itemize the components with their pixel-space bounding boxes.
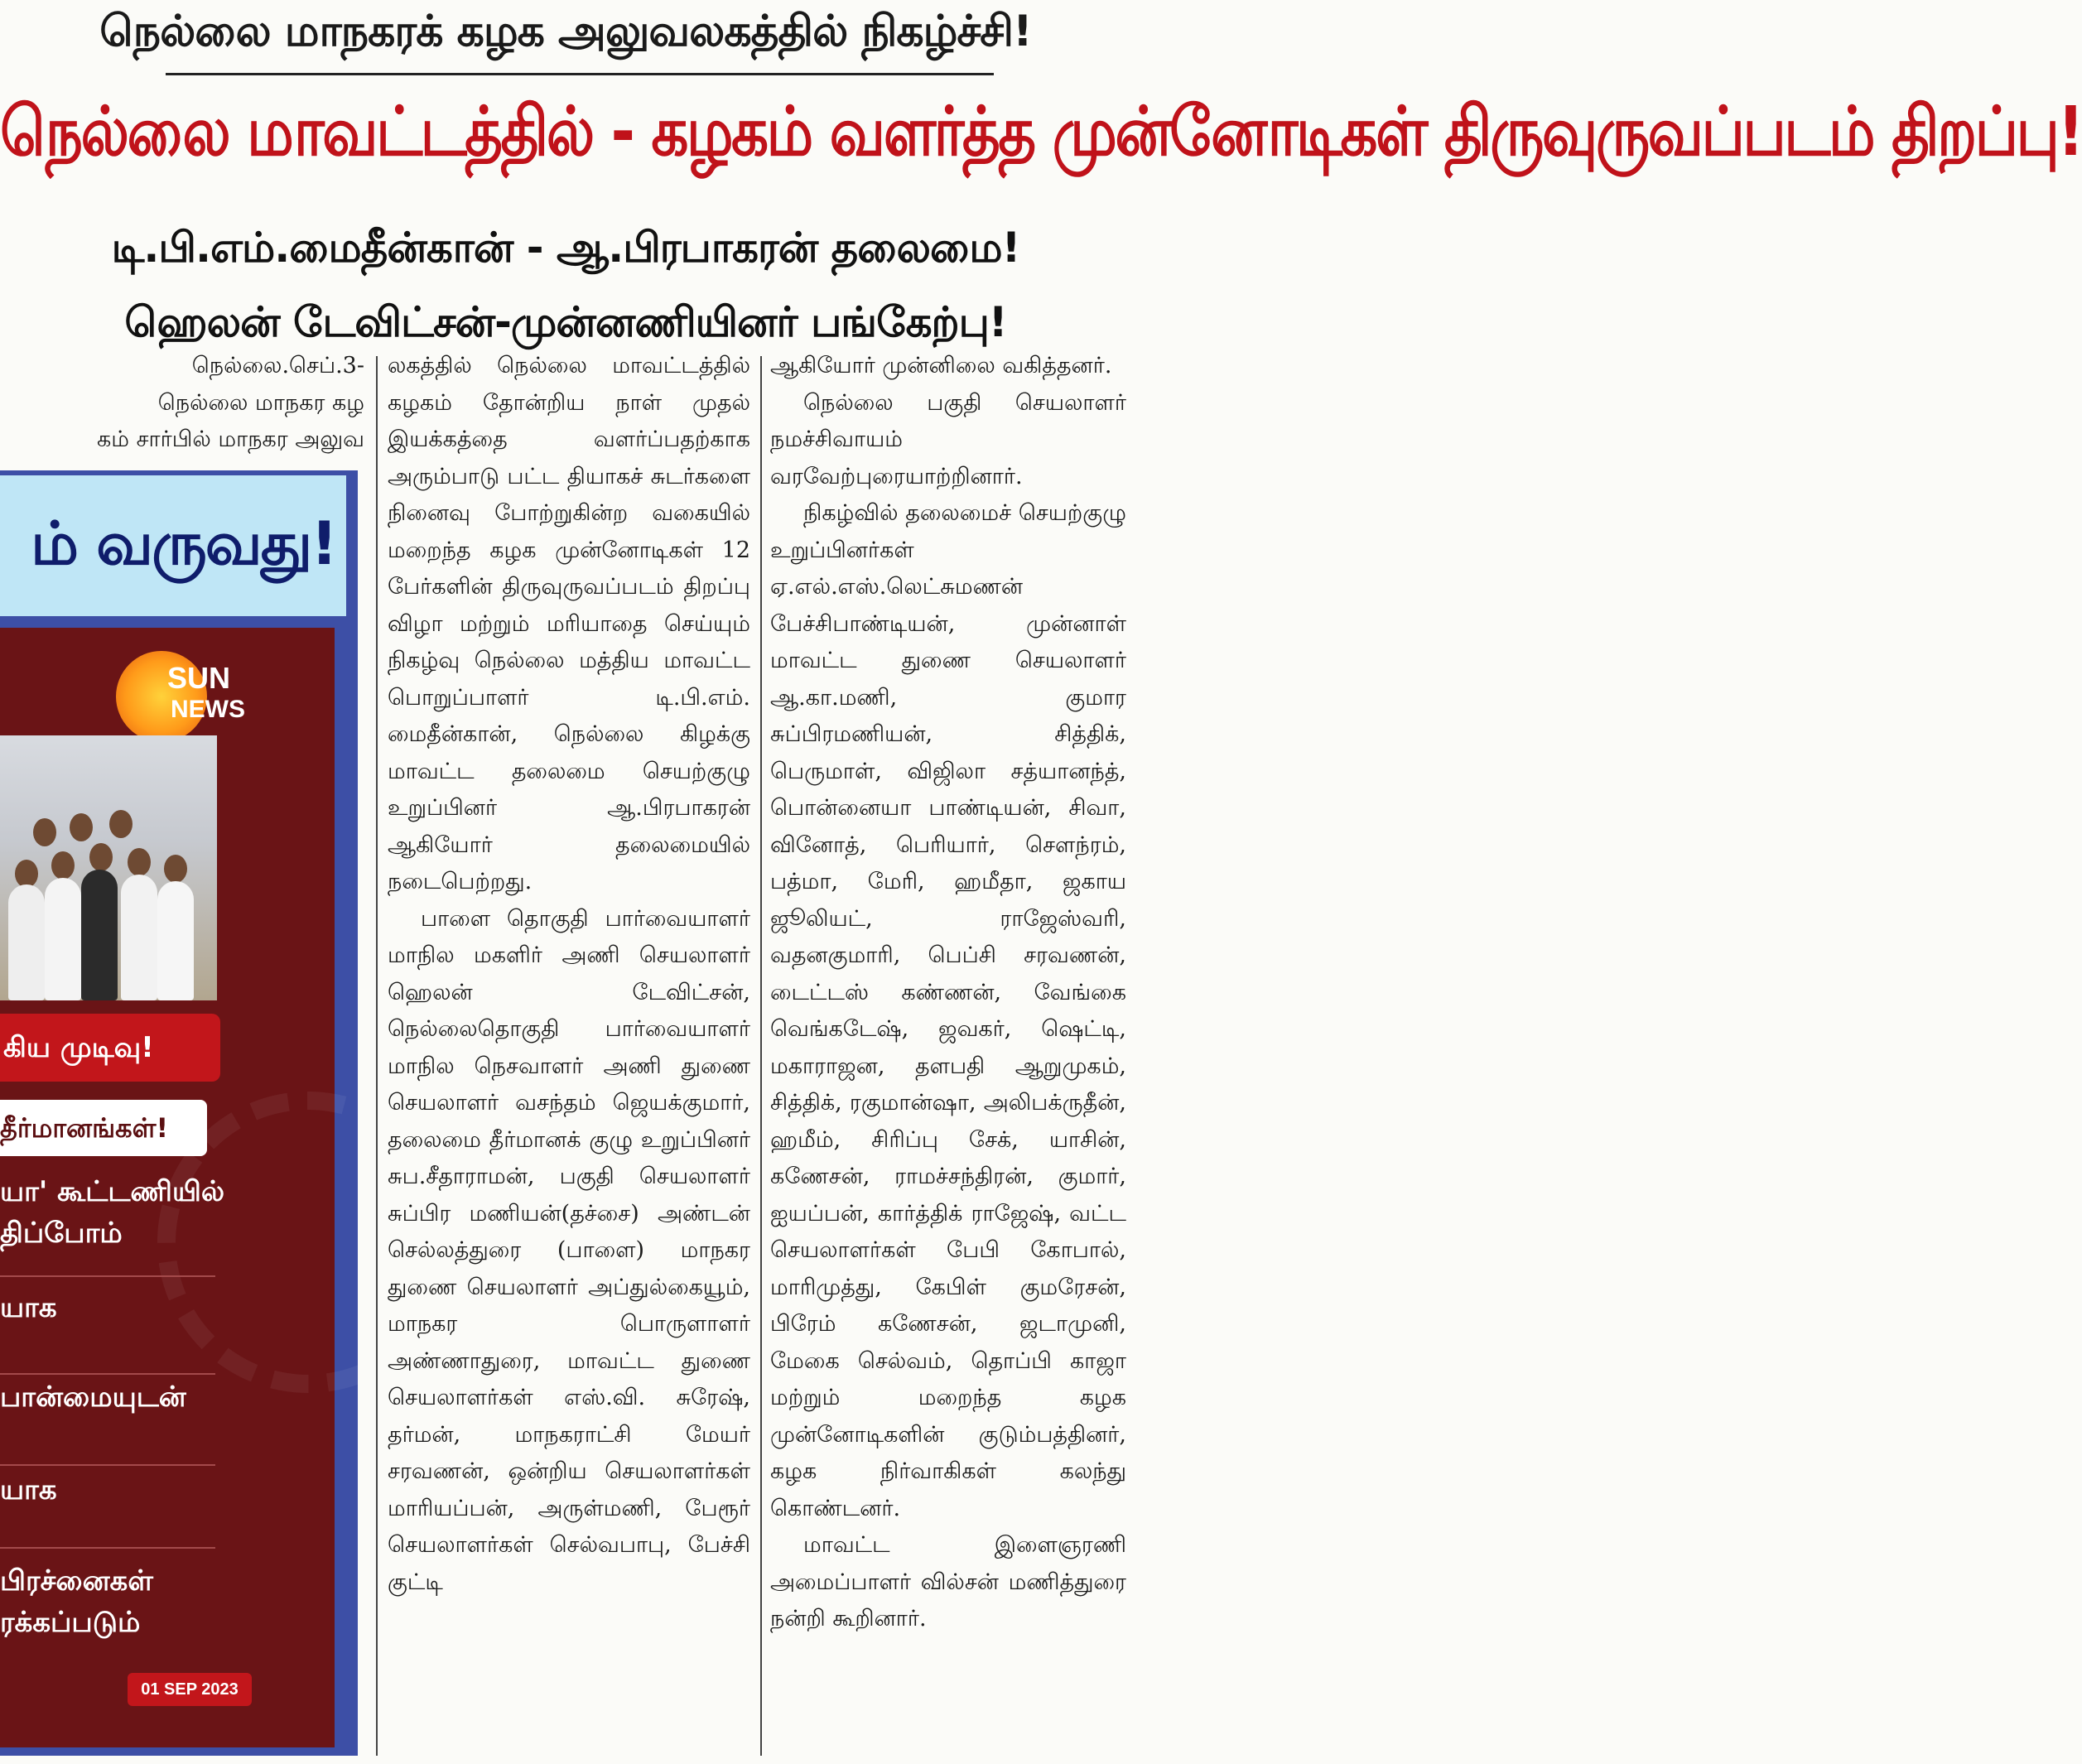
paragraph: நிகழ்வில் தலைமைச் செயற்குழு உறுப்பினர்கள் ஏ.எல்.எஸ்.லெட்சுமணன் பேச்சிபாண்டியன், முன்னாள் மாவட்ட துணை செயலாளர் ஆ.கா.மணி, குமார சுப்பிரமணியன், சித்திக், பெருமாள், விஜிலா சத்யானந்த், பொன்னையா பாண்டியன், சிவா, வினோத், பெரியார், சௌந்ரம், பத்மா, மேரி, ஹமீதா, ஜகாய ஜூலியட், ராஜேஸ்வரி, வதனகுமாரி, பெப்சி சரவணன், டைட்டஸ் கண்ணன், வேங்கை வெங்கடேஷ், ஜவகர், ஷெட்டி, மகாராஜன, தளபதி ஆறுமுகம், சித்திக், ரகுமான்ஷா, அலிபக்ருதீன், ஹமீம், சிரிப்பு சேக், யாசின், கணேசன், ராமச்சந்திரன், குமார், ஐயப்பன், கார்த்திக் ராஜேஷ், வட்ட செயலாளர்கள் பேபி கோபால், மாரிமுத்து, கேபிள் குமரேசன், பிரேம் கணேசன், ஜடாமுனி, மேகை செல்வம், தொப்பி காஜா மற்றும் மறைந்த கழக முன்னோடிகளின் குடும்பத்தினர், கழக நிர்வாகிகள் கலந்து கொண்டனர். — [770, 500, 1126, 1521]
card-point: பான்மையுடன் — [0, 1381, 186, 1414]
card-separator — [0, 1464, 215, 1466]
paragraph: நெல்லை பகுதி செயலாளர் நமச்சிவாயம் வரவேற்புரையாற்றினார். — [770, 389, 1126, 489]
kicker: நெல்லை மாநகரக் கழக அலுவலகத்தில் நிகழ்ச்சி! — [99, 7, 1032, 56]
dateline: நெல்லை.செப்.3- — [191, 353, 364, 378]
paragraph: லகத்தில் நெல்லை மாவட்டத்தில் கழகம் தோன்றிய நாள் முதல் இயக்கத்தை வளர்ப்பதற்காக அரும்பாடு பட்ட தியாகச் சுடர்களை நினைவு போற்றுகின்ற வகையில் மறைந்த கழக முன்னோடிகள் 12 பேர்களின் திருவுருவப்படம் திறப்பு விழா மற்றும் மரியாதை செய்யும் நிகழ்வு நெல்லை மத்திய மாவட்ட பொறுப்பாளர் டி.பி.எம். மைதீன்கான், நெல்லை கிழக்கு மாவட்ட தலைமை செயற்குழு உறுப்பினர் ஆ.பிரபாகரன் ஆகியோர் தலைமையில் நடைபெற்றது. — [388, 353, 750, 894]
column-rule — [376, 356, 378, 1756]
card-body — [0, 628, 335, 1747]
card-top-banner — [0, 475, 346, 616]
date-badge: 01 SEP 2023 — [128, 1673, 252, 1706]
card-point: யாக — [0, 1291, 57, 1324]
col1-line: கம் சார்பில் மாநகர அலுவ — [97, 427, 364, 452]
col1-line: நெல்லை மாநகர கழ — [157, 389, 364, 416]
card-separator — [0, 1547, 215, 1549]
paragraph: ஆகியோர் முன்னிலை வகித்தனர். — [770, 353, 1112, 378]
card-point: திப்போம் — [0, 1217, 123, 1250]
article-column-3 — [770, 348, 1126, 1638]
headline: நெல்லை மாவட்டத்தில் - கழகம் வளர்த்த முன்னோடிகள் திருவுருவப்படம் திறப்பு! — [0, 93, 2082, 171]
card-point: பிரச்னைகள் — [0, 1564, 153, 1598]
card-point: யாக — [0, 1473, 57, 1506]
red-banner: கிய முடிவு! — [0, 1014, 220, 1082]
logo-text-news: NEWS — [171, 696, 245, 723]
logo-text-sun: SUN — [167, 661, 231, 695]
card-point: யா' கூட்டணியில் — [0, 1175, 225, 1208]
group-photo — [0, 735, 217, 1000]
article-column-2 — [388, 348, 750, 1601]
resolutions-banner: தீர்மானங்கள்! — [0, 1100, 207, 1156]
card-point: ரக்கப்படும் — [0, 1606, 141, 1639]
embedded-news-card — [0, 470, 358, 1756]
card-separator — [0, 1373, 215, 1375]
column-rule — [760, 356, 762, 1756]
card-separator — [0, 1275, 215, 1277]
subheadline-1: டி.பி.எம்.மைதீன்கான் - ஆ.பிரபாகரன் தலைமை! — [111, 224, 1020, 272]
article-column-1 — [7, 348, 364, 459]
paragraph: பாளை தொகுதி பார்வையாளர் மாநில மகளிர் அணி செயலாளர் ஹெலன் டேவிட்சன், நெல்லைதொகுதி பார்வையாளர் மாநில நெசவாளர் அணி துணை செயலாளர் வசந்தம் ஜெயக்குமார், தலைமை தீர்மானக் குழு உறுப்பினர் சுப.சீதாராமன், பகுதி செயலாளர் சுப்பிர மணியன்(தச்சை) அண்டன் செல்லத்துரை (பாளை) மாநகர துணை செயலாளர் அப்துல்கையூம், மாநகர பொருளாளர் அண்ணாதுரை, மாவட்ட துணை செயலாளர்கள் எஸ்.வி. சுரேஷ், தர்மன், மாநகராட்சி மேயர் சரவணன், ஒன்றிய செயலாளர்கள் மாரியப்பன், அருள்மணி, பேரூர் செயலாளர்கள் செல்வபாபு, பேச்சி குட்டி — [388, 905, 750, 1595]
paragraph: மாவட்ட இளைஞரணி அமைப்பாளர் வில்சன் மணித்துரை நன்றி கூறினார். — [770, 1532, 1126, 1631]
kicker-underline — [166, 73, 994, 75]
subheadline-2: ஹெலன் டேவிட்சன்-முன்னணியினர் பங்கேற்பு! — [124, 298, 1007, 346]
card-top-text: ம் வருவது! — [31, 508, 336, 578]
